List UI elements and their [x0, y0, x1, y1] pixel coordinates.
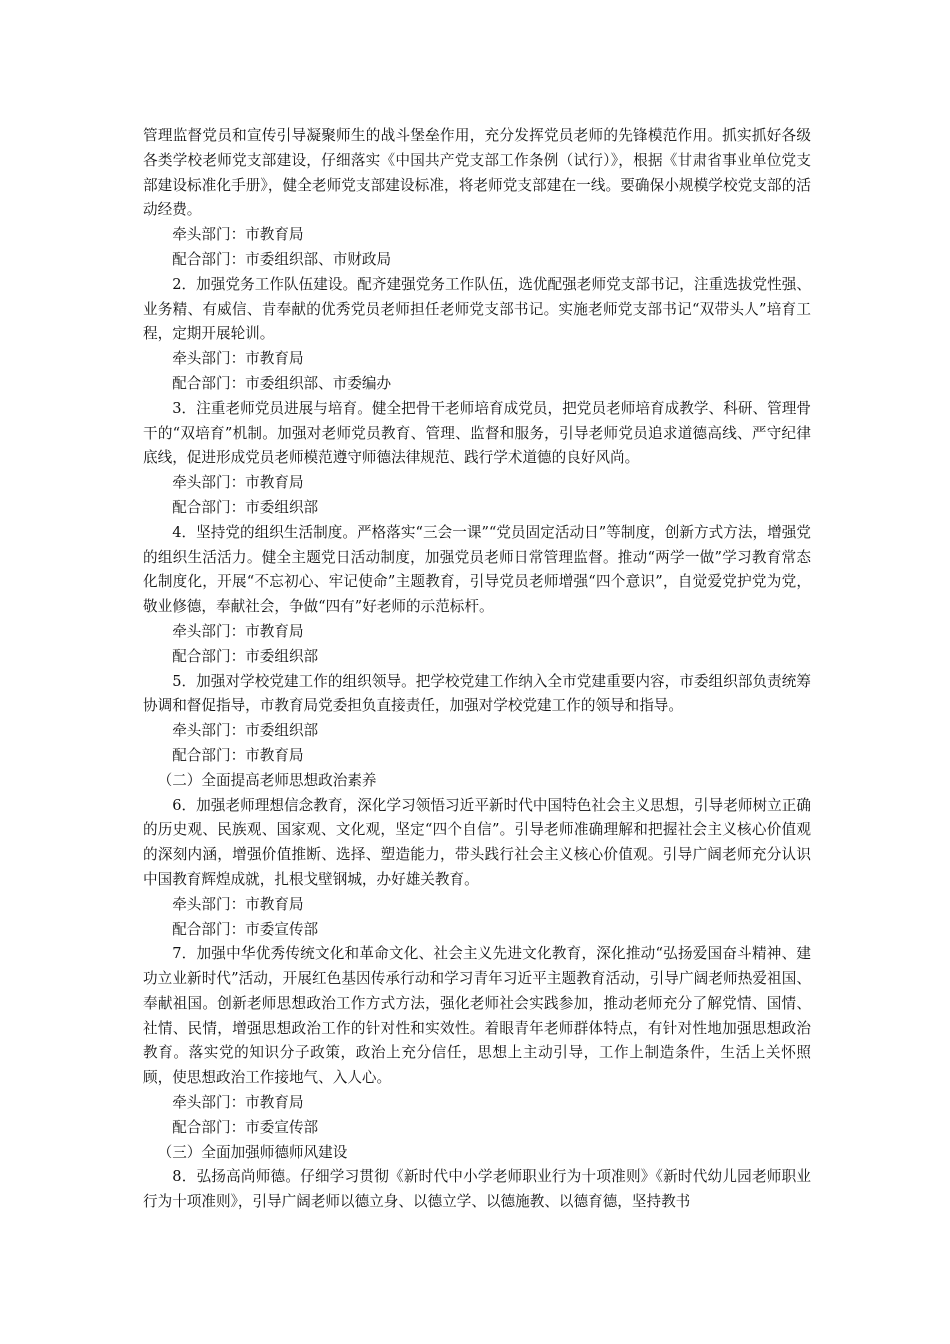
item-6-paragraph: 6．加强老师理想信念教育，深化学习领悟习近平新时代中国特色社会主义思想，引导老师树立正确的历史观、民族观、国家观、文化观，坚定“四个自信”。引导老师准确理解和把握社会主义核心价值观的深刻内涵，增强价值推断、选择、塑造能力，带头践行社会主义核心价值观。引导广阔老师充分认识中国教育辉煌成就，扎根戈壁钢城，办好雄关教育。 — [143, 796, 811, 888]
item-4-paragraph: 4．坚持党的组织生活制度。严格落实“三会一课”“党员固定活动日”等制度，创新方式方法，增强党的组织生活活力。健全主题党日活动制度，加强党员老师日常管理监督。推动“两学一做”学习教育常态化制度化，开展“不忘初心、牢记使命”主题教育，引导党员老师增强“四个意识”，自觉爱党护党为党，敬业修德，奉献社会，争做“四有”好老师的示范标杆。 — [143, 523, 811, 616]
cooperating-department: 配合部门：市委组织部、市财政局 — [172, 250, 392, 268]
item-2-paragraph: 2．加强党务工作队伍建设。配齐建强党务工作队伍，选优配强老师党支部书记，注重选拔党性强、业务精、有威信、肯奉献的优秀党员老师担任老师党支部书记。实施老师党支部书记“双带头人”培育工程，定期开展轮训。 — [143, 275, 811, 343]
item-5-paragraph: 5．加强对学校党建工作的组织领导。把学校党建工作纳入全市党建重要内容，市委组织部负责统筹协调和督促指导，市教育局党委担负直接责任，加强对学校党建工作的领导和指导。 — [143, 672, 811, 715]
cooperating-department: 配合部门：市委宣传部 — [172, 920, 319, 938]
section-heading-3: （三）全面加强师德师风建设 — [157, 1143, 348, 1161]
item-7-paragraph: 7．加强中华优秀传统文化和革命文化、社会主义先进文化教育，深化推动“弘扬爱国奋斗精神、建功立业新时代”活动，开展红色基因传承行动和学习青年习近平主题教育活动，引导广阔老师热爱祖国、奉献祖国。创新老师思想政治工作方式方法，强化老师社会实践参加，推动老师充分了解党情、国情、社情、民情，增强思想政治工作的针对性和实效性。着眼青年老师群体特点，有针对性地加强思想政治教育。落实党的知识分子政策，政治上充分信任，思想上主动引导，工作上制造条件，生活上关怀照顾，使思想政治工作接地气、入人心。 — [143, 945, 811, 1087]
cooperating-department: 配合部门：市委组织部、市委编办 — [172, 374, 392, 392]
document-page — [143, 124, 811, 1215]
lead-department: 牵头部门：市教育局 — [172, 1094, 304, 1112]
lead-department: 牵头部门：市教育局 — [172, 895, 304, 913]
cooperating-department: 配合部门：市教育局 — [172, 746, 304, 764]
item-8-paragraph: 8．弘扬高尚师德。仔细学习贯彻《新时代中小学老师职业行为十项准则》《新时代幼儿园老师职业行为十项准则》，引导广阔老师以德立身、以德立学、以德施教、以德育德，坚持教书 — [143, 1168, 811, 1211]
item-3-paragraph: 3．注重老师党员进展与培育。健全把骨干老师培育成党员，把党员老师培育成教学、科研、管理骨干的“双培育”机制。加强对老师党员教育、管理、监督和服务，引导老师党员追求道德高线、严守纪律底线，促进形成党员老师模范遵守师德法律规范、践行学术道德的良好风尚。 — [143, 399, 811, 467]
lead-department: 牵头部门：市教育局 — [172, 622, 304, 640]
cooperating-department: 配合部门：市委宣传部 — [172, 1118, 319, 1136]
cooperating-department: 配合部门：市委组织部 — [172, 498, 319, 516]
lead-department: 牵头部门：市教育局 — [172, 226, 304, 244]
lead-department: 牵头部门：市委组织部 — [172, 722, 319, 740]
lead-department: 牵头部门：市教育局 — [172, 350, 304, 368]
lead-department: 牵头部门：市教育局 — [172, 474, 304, 492]
paragraph-party-branch-construction: 管理监督党员和宣传引导凝聚师生的战斗堡垒作用，充分发挥党员老师的先锋模范作用。抓实抓好各级各类学校老师党支部建设，仔细落实《中国共产党支部工作条例（试行）》，根据《甘肃省事业单位党支部建设标准化手册》，健全老师党支部建设标准，将老师党支部建在一线。要确保小规模学校党支部的活动经费。 — [143, 127, 811, 219]
cooperating-department: 配合部门：市委组织部 — [172, 647, 319, 665]
section-heading-2: （二）全面提高老师思想政治素养 — [157, 771, 377, 789]
